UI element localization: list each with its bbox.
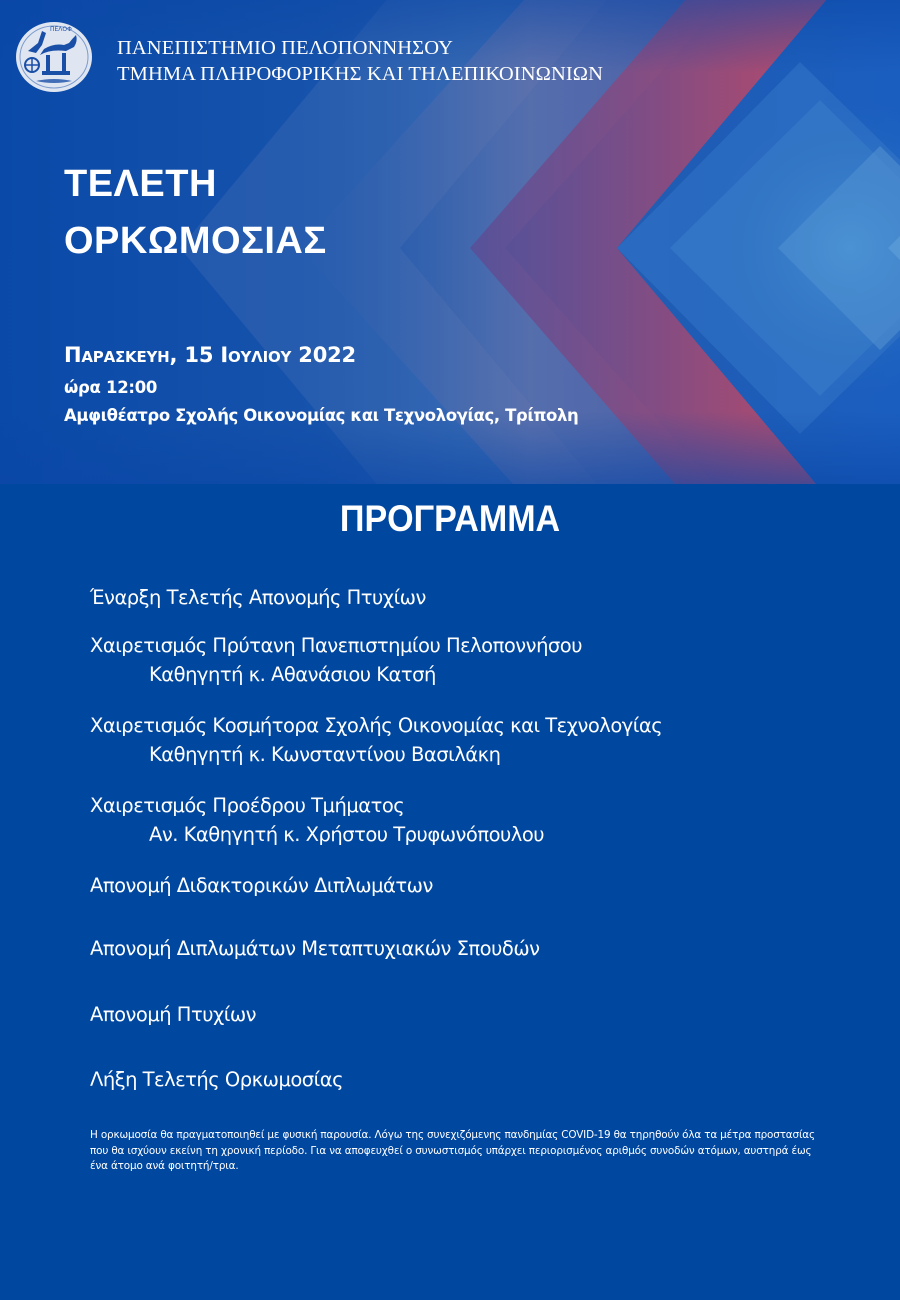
- program-item-text: Χαιρετισμός Πρύτανη Πανεπιστημίου Πελοποννήσου: [90, 634, 582, 657]
- covid-notice: Η ορκωμοσία θα πραγματοποιηθεί με φυσική παρουσία. Λόγω της συνεχιζόμενης πανδημίας COVID-19 θα τηρηθούν όλα τα μέτρα προστασίας που θα ισχύουν εκείνη τη χρονική περίοδο. Για να αποφευχθεί ο συνωστισμός υπάρχει περιορισμένος αριθμός συνοδών ατόμων, αυστηρά έως ένα άτομο ανά φοιτητή/τρια.: [90, 1129, 815, 1172]
- program-item-text: Χαιρετισμός Προέδρου Τμήματος: [90, 794, 405, 817]
- program-item: [90, 874, 433, 897]
- program-item-text: Απονομή Διδακτορικών Διπλωμάτων: [90, 874, 433, 897]
- program-item: [90, 794, 544, 846]
- university-name: ΠΑΝΕΠΙΣΤΗΜΙΟ ΠΕΛΟΠΟΝΝΗΣΟΥ: [117, 37, 454, 59]
- department-name: ΤΜΗΜΑ ΠΛΗΡΟΦΟΡΙΚΗΣ ΚΑΙ ΤΗΛΕΠΙΚΟΙΝΩΝΙΩΝ: [117, 63, 604, 85]
- program-item-text: Απονομή Πτυχίων: [90, 1003, 257, 1026]
- header-banner: [0, 0, 900, 484]
- program-item: [90, 634, 582, 686]
- event-title: [64, 156, 327, 270]
- program-title: ΠΡΟΓΡΑΜΜΑ: [339, 498, 561, 539]
- program-item: [90, 586, 426, 609]
- event-title-line2: ΟΡΚΩΜΟΣΙΑΣ: [64, 220, 327, 262]
- university-logo: [14, 21, 94, 93]
- event-title-line1: ΤΕΛΕΤΗ: [64, 163, 217, 205]
- program-item: [90, 714, 662, 766]
- program-item-speaker: Καθηγητή κ. Αθανάσιου Κατσή: [149, 663, 436, 686]
- university-header: [117, 35, 603, 87]
- program-item-text: Λήξη Τελετής Ορκωμοσίας: [90, 1068, 344, 1091]
- event-time: ώρα 12:00: [64, 378, 158, 397]
- university-seal-chariot-icon: [14, 21, 94, 93]
- program-item-text: Χαιρετισμός Κοσμήτορα Σχολής Οικονομίας και Τεχνολογίας: [90, 714, 663, 737]
- program-item: [90, 1003, 256, 1026]
- event-date: Παρασκευη, 15 Ιουλιου 2022: [64, 343, 356, 367]
- program-item: [90, 1068, 343, 1091]
- program-item-text: Έναρξη Τελετής Απονομής Πτυχίων: [90, 586, 426, 609]
- program-item-speaker: Αν. Καθηγητή κ. Χρήστου Τρυφωνόπουλου: [149, 823, 545, 846]
- program-item-text: Απονομή Διπλωμάτων Μεταπτυχιακών Σπουδών: [90, 937, 540, 960]
- svg-text:ΠΕΛΟΦ: ΠΕΛΟΦ: [50, 26, 72, 33]
- program-item-speaker: Καθηγητή κ. Κωνσταντίνου Βασιλάκη: [149, 743, 501, 766]
- event-venue: Αμφιθέατρο Σχολής Οικονομίας και Τεχνολογίας, Τρίπολη: [64, 406, 579, 425]
- program-item: [90, 937, 540, 960]
